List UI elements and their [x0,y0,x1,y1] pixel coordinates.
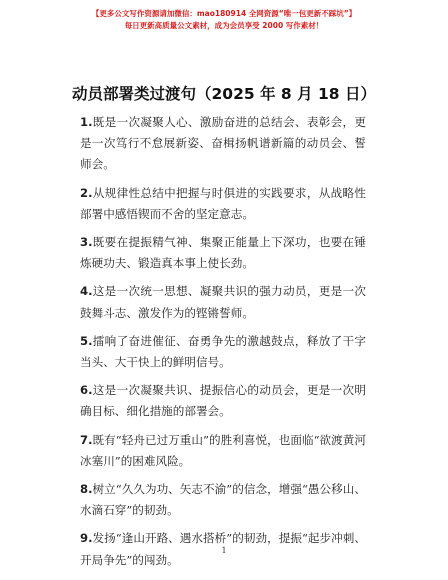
paragraph-number: 5. [80,333,93,348]
paragraph-1 [66,112,366,176]
paragraph-text: 既要在提振精气神、集聚正能量上下深功，也要在锤炼硬功夫、锻造真本事上使长劲。 [80,235,366,271]
paragraph-number: 1. [80,115,93,129]
banner-line-2: 每日更新高质量公文素材，成为会员享受 2000 写作素材！ [124,21,324,30]
paragraph-text: 既是一次凝聚人心、激励奋进的总结会、表彰会，更是一次笃行不怠展新姿、奋楫扬帆谱新篇的动员会、誓师会。 [80,115,366,172]
paragraph-number: 4. [80,284,93,299]
paragraph-text: 发扬“逢山开路、遇水搭桥”的韧劲，提振“起步冲刺、开局争先”的闯劲。 [80,531,366,567]
banner-line-1: 【更多公文写作资源请加微信：mao180914 全网资源“唯一包更新不踩坑”】 [91,9,357,18]
paragraph-text: 这是一次凝聚共识、提振信心的动员会，更是一次明确目标、细化措施的部署会。 [80,383,366,419]
paragraph-5 [66,331,366,373]
paragraph-8 [66,479,366,521]
document-title: 动员部署类过渡句（2025 年 8 月 18 日） [72,85,376,103]
document-body [66,112,366,578]
paragraph-text: 这是一次统一思想、凝聚共识的强力动员，更是一次鼓舞斗志、激发作为的铿锵誓师。 [80,284,366,320]
page-number: 1 [221,546,227,555]
paragraph-number: 7. [80,432,93,447]
paragraph-number: 3. [80,235,93,250]
paragraph-text: 擂响了奋进催征、奋勇争先的激越鼓点，释放了干字当头、大干快上的鲜明信号。 [80,333,366,370]
paragraph-number: 8. [80,482,93,497]
paragraph-2 [66,183,366,225]
paragraph-number: 6. [80,383,93,398]
paragraph-6 [66,380,366,422]
paragraph-7 [66,430,366,472]
paragraph-text: 既有“轻舟已过万重山”的胜利喜悦，也面临“欲渡黄河冰塞川”的困难风险。 [80,432,366,468]
paragraph-number: 9. [80,531,93,546]
paragraph-3 [66,232,366,274]
paragraph-text: 树立“久久为功、矢志不渝”的信念，增强“愚公移山、水滴石穿”的韧劲。 [80,482,366,518]
paragraph-text: 从规律性总结中把握与时俱进的实践要求，从战略性部署中感悟锲而不舍的坚定意志。 [80,185,366,221]
paragraph-number: 2. [80,185,93,200]
header-banner [0,8,448,32]
paragraph-4 [66,281,366,323]
